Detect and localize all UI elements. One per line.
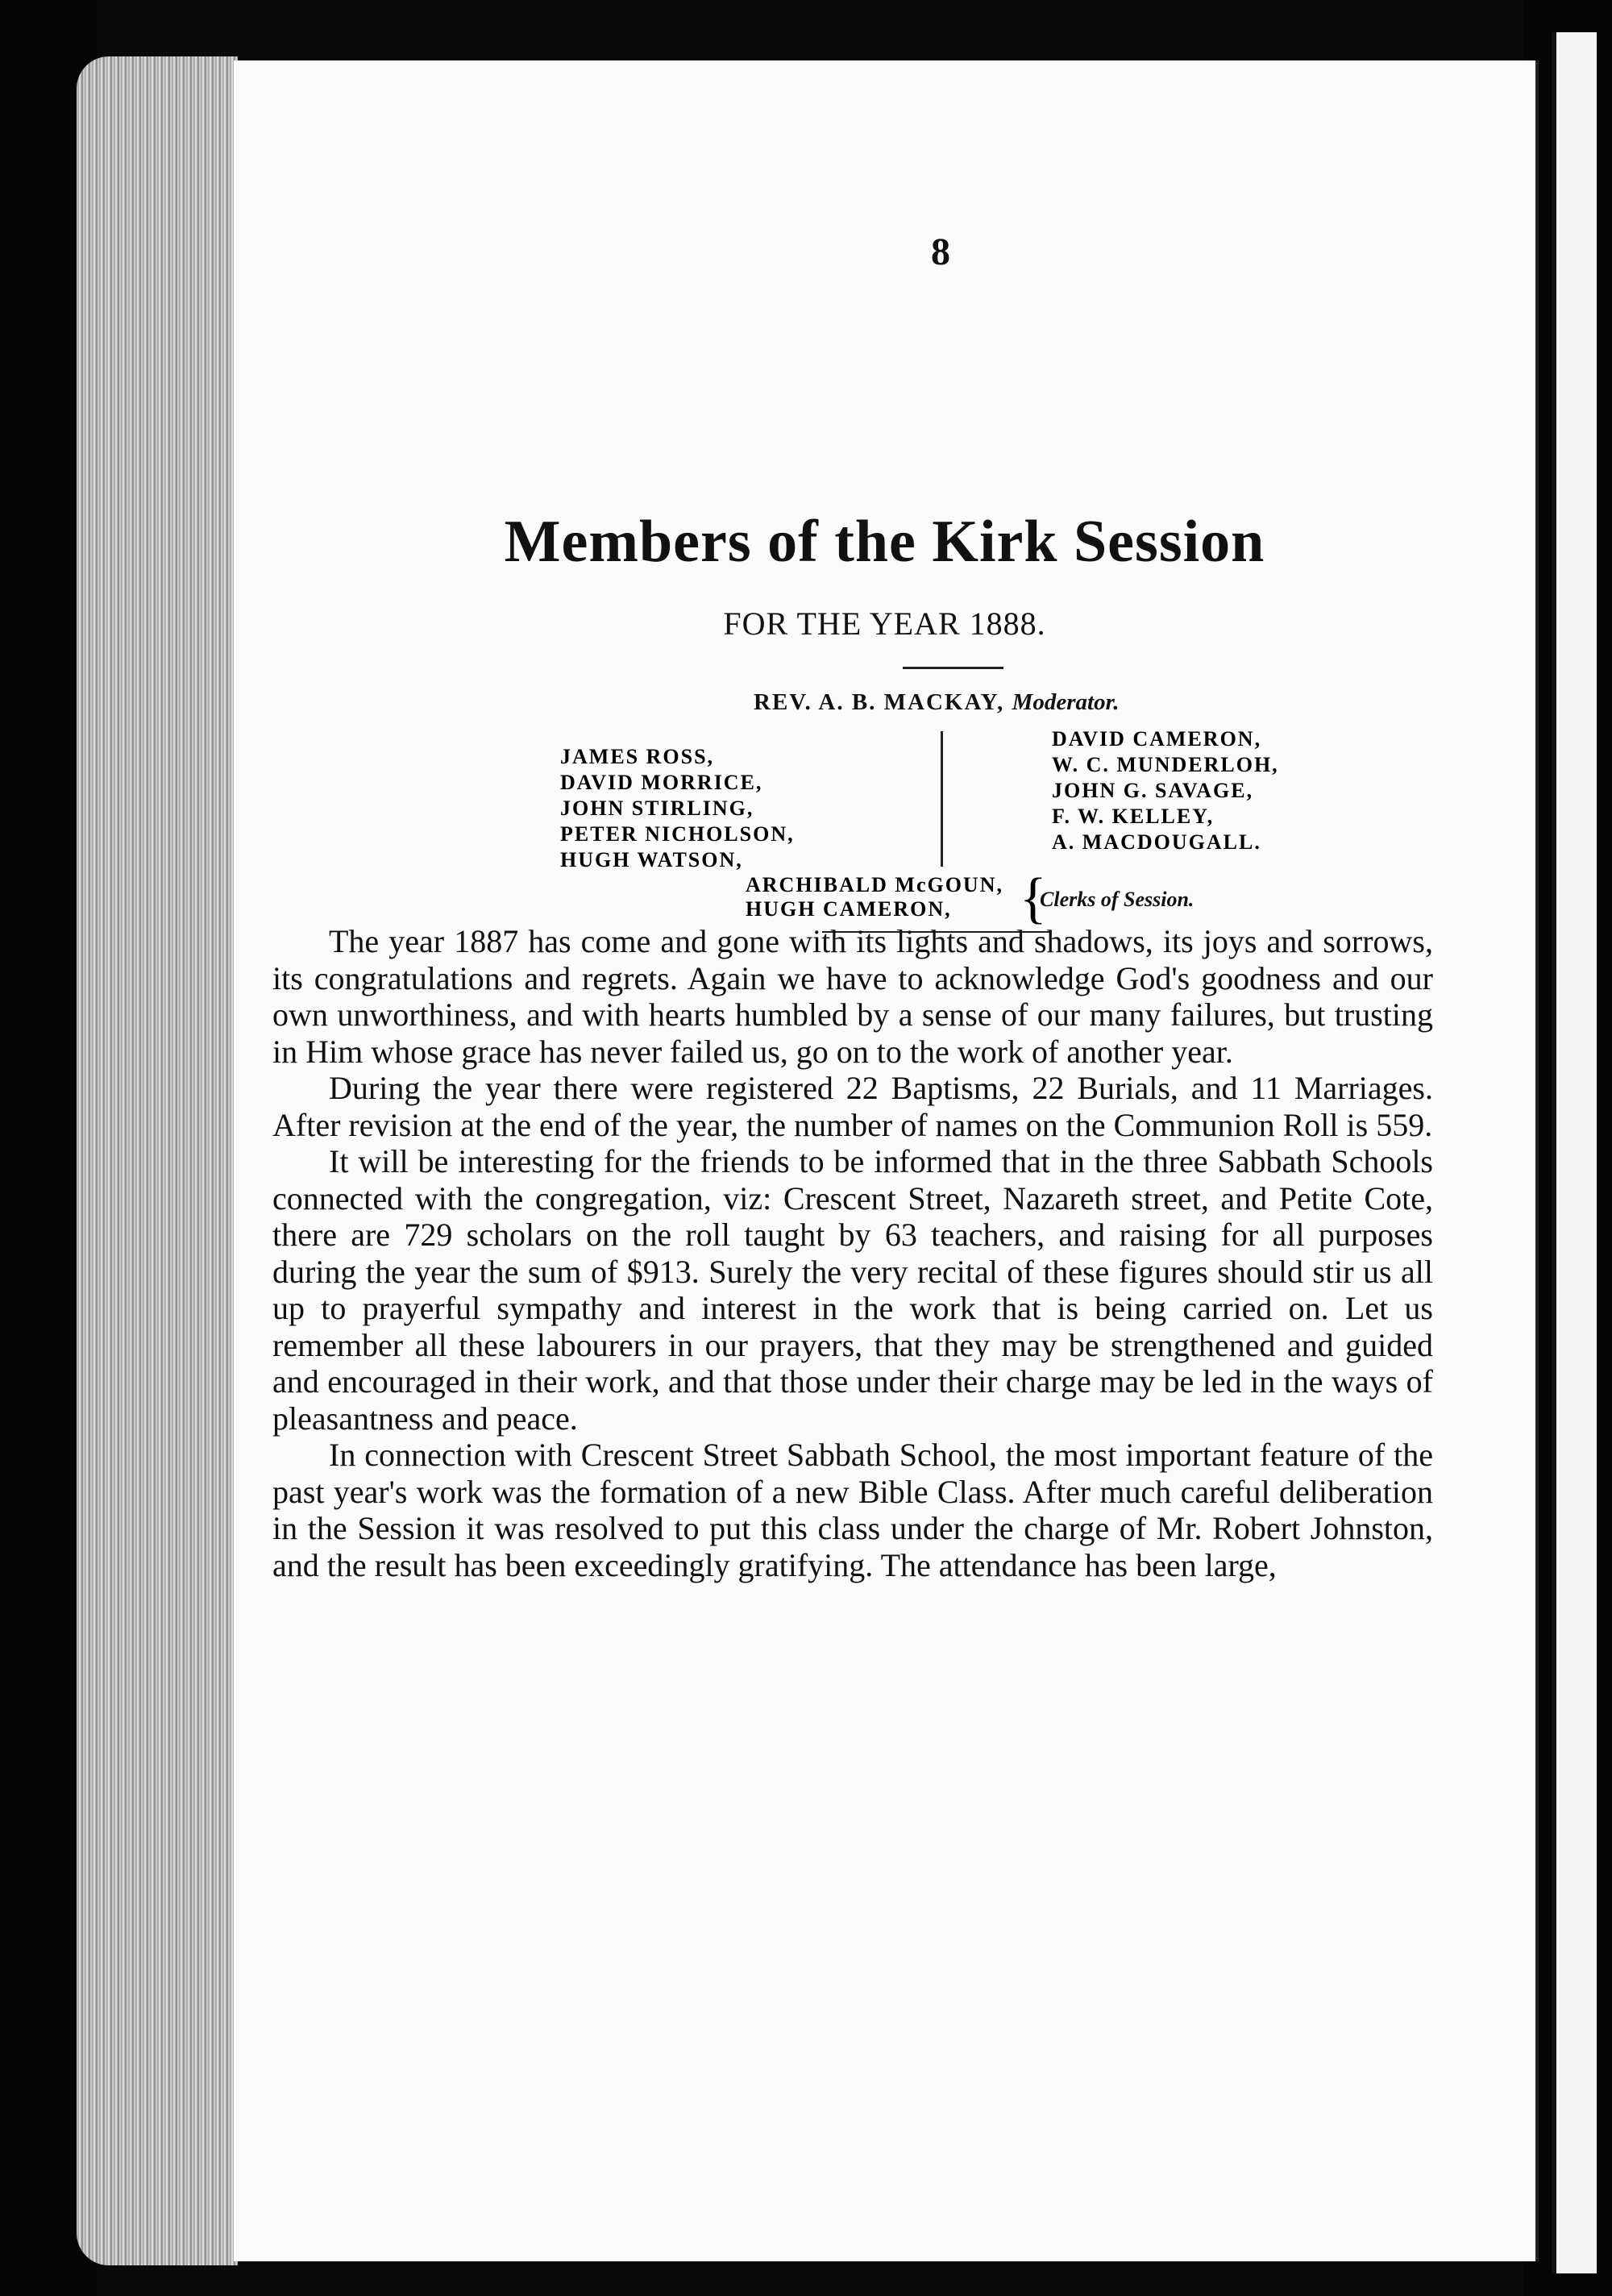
clerks-names (746, 873, 1003, 921)
clerks-role: Clerks of Session. (1040, 888, 1194, 911)
paragraph: It will be interesting for the friends to be informed that in the three Sabbath Schools connected with the congregation, viz: Crescent Street, Nazareth street, and Petite Cote, there are 729 scholars on the roll taught by 63 teachers, and raising for all purposes during the year the sum of $913. Surely the very recital of these figures should stir us all up to prayerful sympathy and interest in the work that is being carried on. Let us remember all these labourers in our prayers, that they may be strengthened and guided and encouraged in their work, and that those under their charge may be led in the ways of pleasantness and peace. (272, 1143, 1433, 1437)
member-name: PETER NICHOLSON, (560, 822, 795, 846)
member-name: HUGH WATSON, (560, 848, 743, 871)
member-name: W. C. MUNDERLOH, (1052, 753, 1279, 776)
member-name: A. MACDOUGALL. (1052, 830, 1261, 854)
clerk-name: ARCHIBALD McGOUN, (746, 873, 1003, 896)
page-number: 8 (931, 231, 950, 273)
title-rule (903, 667, 1003, 669)
member-name: DAVID MORRICE, (560, 771, 763, 794)
moderator-name: REV. A. B. MACKAY, (754, 689, 1005, 715)
body-text (272, 923, 1433, 1583)
member-name: JOHN STIRLING, (560, 797, 754, 820)
paragraph: In connection with Crescent Street Sabbath School, the most important feature of the past year's work was the formation of a new Bible Class. After much careful deliberation in the Session it was resolved to put this class under the charge of Mr. Robert Johnston, and the result has been exceedingly gratifying. The attendance has been large, (272, 1437, 1433, 1583)
clerks-brace: { (1020, 867, 1047, 930)
member-name: JOHN G. SAVAGE, (1052, 779, 1254, 802)
member-name: F. W. KELLEY, (1052, 805, 1215, 828)
column-divider (941, 731, 943, 867)
facing-page-edge (1552, 32, 1597, 2273)
moderator-line (754, 689, 1120, 716)
clerk-name: HUGH CAMERON, (746, 897, 952, 921)
page-stack (77, 56, 238, 2265)
members-right-column (1052, 726, 1279, 855)
page-title: Members of the Kirk Session (504, 509, 1265, 575)
page-subtitle: FOR THE YEAR 1888. (723, 605, 1046, 642)
member-name: JAMES ROSS, (560, 745, 715, 768)
paragraph: During the year there were registered 22 Baptisms, 22 Burials, and 11 Marriages. After revision at the end of the year, the number of names on the Communion Roll is 559. (272, 1070, 1433, 1143)
members-left-column (560, 744, 795, 873)
member-name: DAVID CAMERON, (1052, 727, 1262, 751)
moderator-role: Moderator. (1012, 689, 1120, 715)
paragraph: The year 1887 has come and gone with its lights and shadows, its joys and sorrows, its congratulations and regrets. Again we have to acknowledge God's goodness and our own unworthiness, and with hearts humbled by a sense of our many failures, but trusting in Him whose grace has never failed us, go on to the work of another year. (272, 923, 1433, 1070)
